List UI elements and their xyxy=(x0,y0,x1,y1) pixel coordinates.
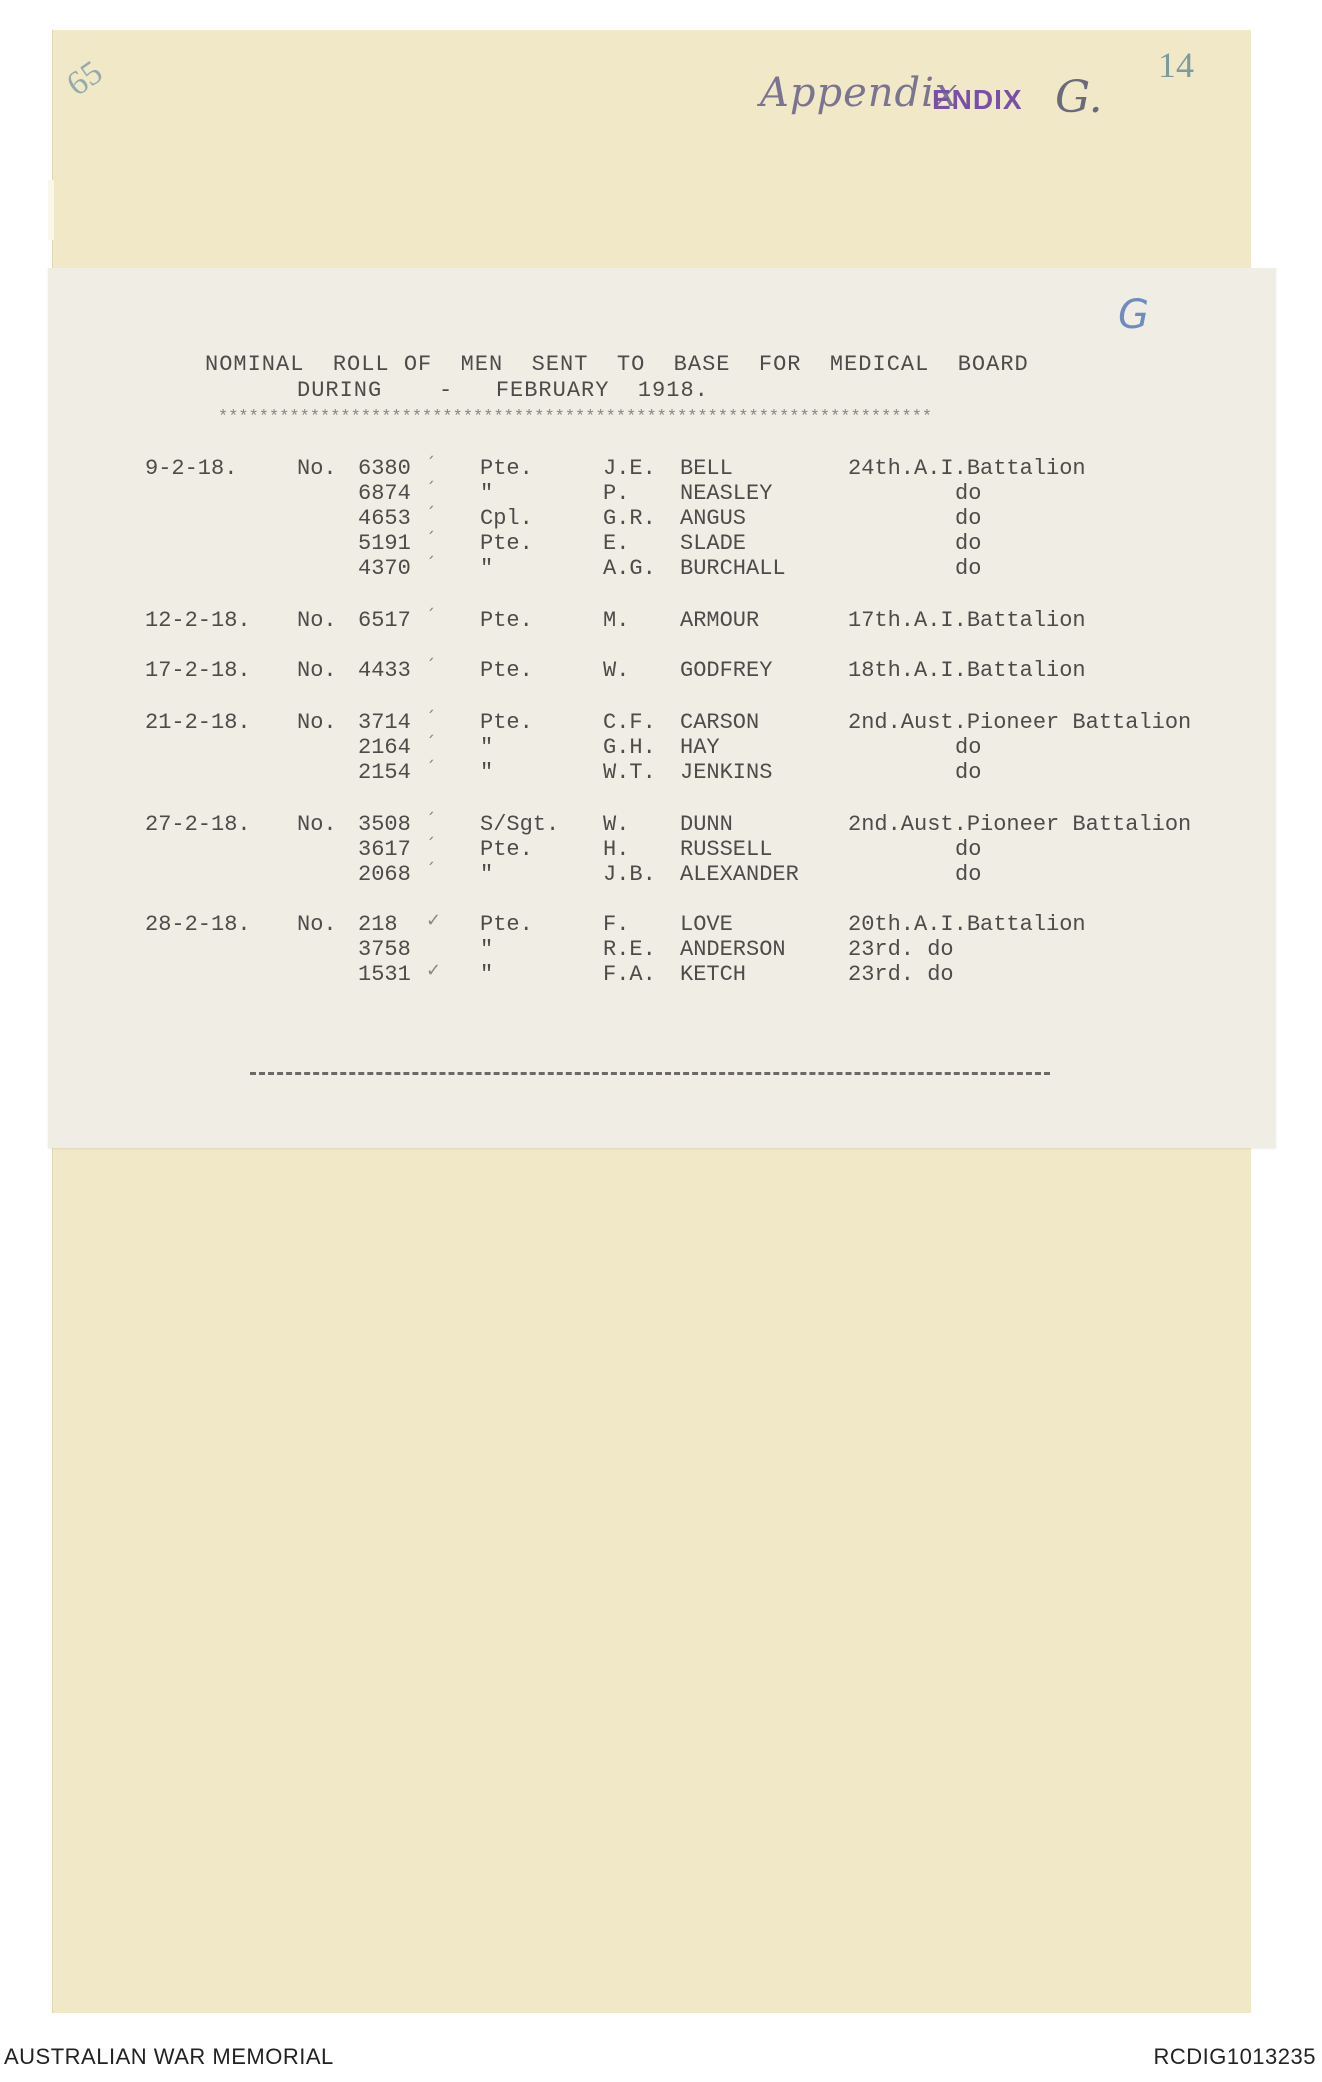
check-mark-icon: ˊ xyxy=(426,529,435,550)
entry-surname: BURCHALL xyxy=(680,556,786,581)
entry-unit: 24th.A.I.Battalion xyxy=(848,456,1086,481)
entry-date: 17-2-18. xyxy=(145,658,251,683)
entry-initials: C.F. xyxy=(603,710,656,735)
entry-initials: H. xyxy=(603,837,630,862)
entry-date: 28-2-18. xyxy=(145,912,251,937)
entry-no-label: No. xyxy=(297,912,337,937)
entry-initials: A.G. xyxy=(603,556,656,581)
entry-rank: " xyxy=(480,481,494,506)
entry-initials: M. xyxy=(603,608,630,633)
entry-rank: Pte. xyxy=(480,608,533,633)
entry-regimental-number: 5191 xyxy=(358,531,411,556)
entry-unit: 2nd.Aust.Pioneer Battalion xyxy=(848,812,1192,837)
closing-dashed-rule xyxy=(250,1072,1050,1075)
entry-unit: do xyxy=(955,862,982,887)
entry-unit: 20th.A.I.Battalion xyxy=(848,912,1086,937)
entry-unit: do xyxy=(955,481,982,506)
entry-surname: LOVE xyxy=(680,912,733,937)
entry-regimental-number: 2164 xyxy=(358,735,411,760)
entry-date: 12-2-18. xyxy=(145,608,251,633)
entry-unit: 18th.A.I.Battalion xyxy=(848,658,1086,683)
entry-regimental-number: 3714 xyxy=(358,710,411,735)
entry-initials: E. xyxy=(603,531,630,556)
folio-number-right: 14 xyxy=(1158,45,1194,85)
entry-unit: 23rd. do xyxy=(848,962,954,987)
check-mark-icon: ˊ xyxy=(426,479,435,500)
entry-regimental-number: 4370 xyxy=(358,556,411,581)
entry-no-label: No. xyxy=(297,456,337,481)
entry-rank: " xyxy=(480,937,494,962)
entry-rank: Pte. xyxy=(480,710,533,735)
entry-unit: 2nd.Aust.Pioneer Battalion xyxy=(848,710,1192,735)
entry-initials: G.R. xyxy=(603,506,656,531)
entry-date: 9-2-18. xyxy=(145,456,238,481)
entry-regimental-number: 3508 xyxy=(358,812,411,837)
entry-no-label: No. xyxy=(297,658,337,683)
document-title: NOMINAL ROLL OF MEN SENT TO BASE FOR MEDICAL BOARD xyxy=(205,352,1029,377)
entry-initials: P. xyxy=(603,481,630,506)
entry-rank: Pte. xyxy=(480,912,533,937)
check-mark-icon: ˊ xyxy=(426,554,435,575)
entry-unit: do xyxy=(955,506,982,531)
entry-regimental-number: 2154 xyxy=(358,760,411,785)
entry-rank: Cpl. xyxy=(480,506,533,531)
paper-edge xyxy=(48,180,54,240)
entry-regimental-number: 3617 xyxy=(358,837,411,862)
footer-record-id: RCDIG1013235 xyxy=(1153,2044,1316,2069)
entry-unit: do xyxy=(955,531,982,556)
entry-no-label: No. xyxy=(297,710,337,735)
entry-initials: R.E. xyxy=(603,937,656,962)
entry-surname: CARSON xyxy=(680,710,760,735)
check-mark-icon: ✓ xyxy=(426,960,442,981)
entry-regimental-number: 6380 xyxy=(358,456,411,481)
check-mark-icon: ˊ xyxy=(426,860,435,881)
entry-surname: ARMOUR xyxy=(680,608,760,633)
appendix-annotation xyxy=(760,70,1120,130)
entry-no-label: No. xyxy=(297,812,337,837)
slip-handwritten-letter: G xyxy=(1118,292,1149,338)
entry-regimental-number: 6517 xyxy=(358,608,411,633)
check-mark-icon: ✓ xyxy=(426,910,442,931)
entry-unit: do xyxy=(955,837,982,862)
entry-regimental-number: 4433 xyxy=(358,658,411,683)
check-mark-icon: ˊ xyxy=(426,606,435,627)
check-mark-icon: ˊ xyxy=(426,835,435,856)
check-mark-icon: ˊ xyxy=(426,504,435,525)
entry-regimental-number: 218 xyxy=(358,912,398,937)
entry-rank: Pte. xyxy=(480,531,533,556)
entry-rank: " xyxy=(480,760,494,785)
entry-surname: ANDERSON xyxy=(680,937,786,962)
entry-rank: " xyxy=(480,556,494,581)
entry-unit: 17th.A.I.Battalion xyxy=(848,608,1086,633)
entry-no-label: No. xyxy=(297,608,337,633)
check-mark-icon: ˊ xyxy=(426,708,435,729)
entry-surname: SLADE xyxy=(680,531,747,556)
entry-initials: F.A. xyxy=(603,962,656,987)
check-mark-icon: ˊ xyxy=(426,733,435,754)
entry-surname: KETCH xyxy=(680,962,747,987)
check-mark-icon: ˊ xyxy=(426,656,435,677)
entry-surname: JENKINS xyxy=(680,760,773,785)
entry-surname: ANGUS xyxy=(680,506,747,531)
check-mark-icon: ˊ xyxy=(426,758,435,779)
footer-institution: AUSTRALIAN WAR MEMORIAL xyxy=(4,2044,334,2069)
appendix-letter: G. xyxy=(1055,72,1103,123)
entry-regimental-number: 2068 xyxy=(358,862,411,887)
entry-unit: do xyxy=(955,760,982,785)
appendix-stamp: ENDIX xyxy=(932,84,1023,115)
check-mark-icon: ˊ xyxy=(426,454,435,475)
entry-initials: F. xyxy=(603,912,630,937)
entry-initials: W. xyxy=(603,658,630,683)
entry-surname: ALEXANDER xyxy=(680,862,799,887)
document-subtitle: DURING - FEBRUARY 1918. xyxy=(297,378,709,403)
entry-unit: 23rd. do xyxy=(848,937,954,962)
handwritten-appendix: Appendix xyxy=(760,70,959,116)
entry-initials: J.B. xyxy=(603,862,656,887)
entry-rank: Pte. xyxy=(480,658,533,683)
entry-rank: Pte. xyxy=(480,837,533,862)
entry-initials: J.E. xyxy=(603,456,656,481)
entry-rank: " xyxy=(480,962,494,987)
entry-rank: Pte. xyxy=(480,456,533,481)
entry-surname: RUSSELL xyxy=(680,837,773,862)
entry-unit: do xyxy=(955,735,982,760)
folio-number-left: 65 xyxy=(60,53,110,104)
entry-unit: do xyxy=(955,556,982,581)
entry-initials: G.H. xyxy=(603,735,656,760)
entry-surname: HAY xyxy=(680,735,720,760)
entry-surname: BELL xyxy=(680,456,733,481)
entry-surname: DUNN xyxy=(680,812,733,837)
entry-regimental-number: 1531 xyxy=(358,962,411,987)
check-mark-icon: ˊ xyxy=(426,810,435,831)
entry-date: 27-2-18. xyxy=(145,812,251,837)
entry-initials: W. xyxy=(603,812,630,837)
entry-rank: " xyxy=(480,735,494,760)
entry-date: 21-2-18. xyxy=(145,710,251,735)
entry-regimental-number: 3758 xyxy=(358,937,411,962)
entry-rank: S/Sgt. xyxy=(480,812,560,837)
entry-regimental-number: 4653 xyxy=(358,506,411,531)
entry-regimental-number: 6874 xyxy=(358,481,411,506)
star-divider: ********************************************************************** xyxy=(218,408,933,427)
entry-surname: GODFREY xyxy=(680,658,773,683)
entry-rank: " xyxy=(480,862,494,887)
entry-surname: NEASLEY xyxy=(680,481,773,506)
entry-initials: W.T. xyxy=(603,760,656,785)
